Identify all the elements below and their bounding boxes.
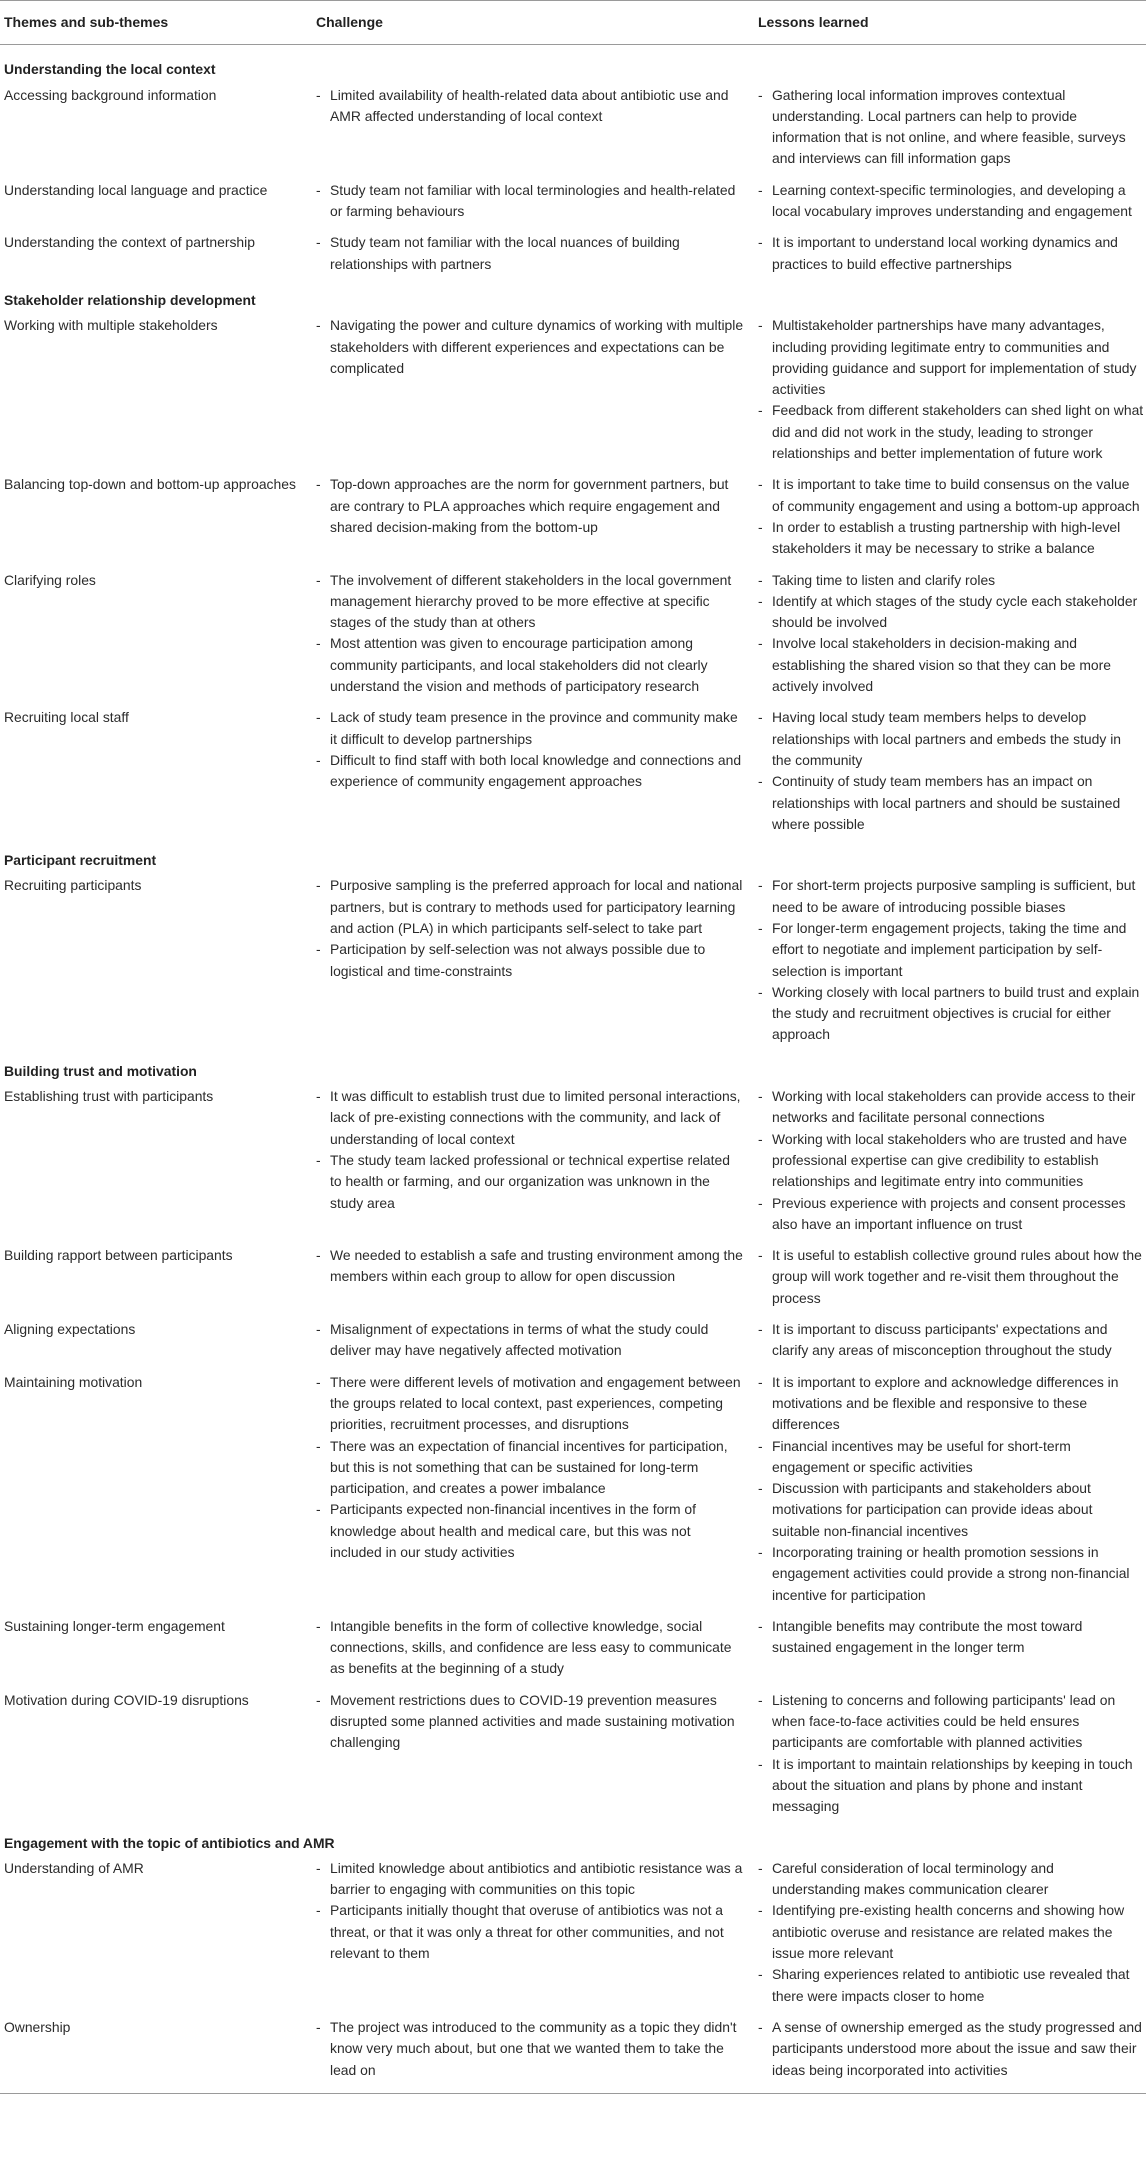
lesson-item-text: For longer-term engagement projects, taking the time and effort to negotiate and implement participation by self-selection is important xyxy=(772,919,1127,979)
lesson-item xyxy=(758,1858,1144,1901)
challenge-item-text: Participation by self-selection was not always possible due to logistical and time-constraints xyxy=(330,941,706,979)
lesson-item xyxy=(758,85,1144,170)
section-heading-row xyxy=(0,841,1146,871)
lesson-item xyxy=(758,1542,1144,1606)
bullet-dash: - xyxy=(316,1088,321,1105)
subtheme-cell: Recruiting participants xyxy=(4,877,142,894)
subtheme-cell: Understanding the context of partnership xyxy=(4,234,255,251)
lesson-item-list xyxy=(758,875,1144,1045)
challenge-item xyxy=(316,1499,744,1563)
lesson-item xyxy=(758,1319,1144,1362)
challenge-item-list xyxy=(316,180,744,223)
challenge-item-list xyxy=(316,315,744,379)
bullet-dash: - xyxy=(758,709,763,726)
lesson-item xyxy=(758,1086,1144,1129)
bullet-dash: - xyxy=(758,635,763,652)
bullet-dash: - xyxy=(758,1437,763,1454)
lesson-item xyxy=(758,1129,1144,1193)
lesson-item xyxy=(758,1616,1144,1659)
lesson-item-list xyxy=(758,707,1144,835)
challenge-item xyxy=(316,1436,744,1500)
lesson-item xyxy=(758,1900,1144,1964)
challenge-item xyxy=(316,1245,744,1288)
table-row xyxy=(0,1368,1146,1612)
challenge-item-text: Navigating the power and culture dynamics of working with multiple stakeholders with different experiences and expectations can be complicated xyxy=(330,317,744,376)
lesson-item xyxy=(758,180,1144,223)
lesson-item-text: For short-term projects purposive sampling is sufficient, but need to be aware of introducing possible biases xyxy=(772,877,1136,915)
lesson-item-text: It is important to explore and acknowledge differences in motivations and be flexible and responsive to these differences xyxy=(772,1373,1119,1433)
bullet-dash: - xyxy=(758,1247,763,1264)
bullet-dash: - xyxy=(758,773,763,790)
bullet-dash: - xyxy=(316,1617,321,1634)
bullet-dash: - xyxy=(316,751,321,768)
challenge-cell xyxy=(316,871,758,1051)
lesson-item-text: Working with local stakeholders can provide access to their networks and facilitate personal connections xyxy=(772,1088,1136,1126)
section-heading-row xyxy=(0,281,1146,311)
bullet-dash: - xyxy=(758,234,763,251)
bullet-dash: - xyxy=(316,1859,321,1876)
bullet-dash: - xyxy=(316,1321,321,1338)
bullet-dash: - xyxy=(316,709,321,726)
lesson-item-text: Having local study team members helps to develop relationships with local partners and embeds the study in the community xyxy=(772,709,1122,768)
challenge-item-text: Limited availability of health-related data about antibiotic use and AMR affected understanding of local context xyxy=(330,86,729,124)
lesson-item xyxy=(758,1193,1144,1236)
lesson-item xyxy=(758,570,1144,591)
section-title: Understanding the local context xyxy=(4,61,216,78)
challenge-item-list xyxy=(316,707,744,792)
bullet-dash: - xyxy=(316,1247,321,1264)
lesson-item xyxy=(758,400,1144,464)
challenge-item-text: Misalignment of expectations in terms of what the study could deliver may have negatively affected motivation xyxy=(330,1321,709,1359)
challenge-item-list xyxy=(316,570,744,698)
challenge-item-text: There were different levels of motivation and engagement between the groups related to local context, past experiences, competing priorities, recruitment processes, and disruptions xyxy=(330,1373,741,1433)
section-title: Building trust and motivation xyxy=(4,1062,197,1079)
subtheme-cell: Balancing top-down and bottom-up approaches xyxy=(4,476,296,493)
table-row xyxy=(0,1315,1146,1368)
section-title: Engagement with the topic of antibiotics and AMR xyxy=(4,1834,335,1851)
lesson-item xyxy=(758,982,1144,1046)
challenge-item-list xyxy=(316,1858,744,1964)
bullet-dash: - xyxy=(758,1544,763,1560)
section-heading-row xyxy=(0,1824,1146,1854)
challenge-item xyxy=(316,85,744,128)
table-row xyxy=(0,1082,1146,1241)
lesson-item xyxy=(758,2017,1144,2081)
challenge-cell xyxy=(316,176,758,229)
table-row xyxy=(0,228,1146,281)
challenge-item xyxy=(316,180,744,223)
table-footer xyxy=(0,2093,1146,2095)
subtheme-cell: Understanding of AMR xyxy=(4,1859,144,1876)
lesson-item xyxy=(758,315,1144,400)
challenge-item-list xyxy=(316,2017,744,2081)
lesson-cell xyxy=(758,1686,1146,1824)
challenge-cell xyxy=(316,228,758,281)
bullet-dash: - xyxy=(758,1321,763,1338)
lesson-item-text: It is important to discuss participants' expectations and clarify any areas of misconception throughout the study xyxy=(772,1321,1112,1359)
challenge-item-list xyxy=(316,1372,744,1564)
challenge-item xyxy=(316,1086,744,1150)
challenge-item xyxy=(316,875,744,939)
challenge-item xyxy=(316,707,744,750)
bullet-dash: - xyxy=(758,1859,763,1876)
bullet-dash: - xyxy=(758,2018,763,2035)
bullet-dash: - xyxy=(758,518,763,535)
header-row xyxy=(0,1,1146,45)
challenge-item-text: Participants expected non-financial incentives in the form of knowledge about health and medical care, but this was not included in our study activities xyxy=(330,1501,696,1560)
lesson-item xyxy=(758,1478,1144,1542)
lesson-item-list xyxy=(758,180,1144,223)
lesson-item-text: It is important to maintain relationships by keeping in touch about the situation and plans by phone and instant messaging xyxy=(772,1755,1133,1815)
challenge-cell xyxy=(316,2013,758,2093)
challenge-item-text: Study team not familiar with local terminologies and health-related or farming behaviours xyxy=(330,181,736,220)
lesson-item xyxy=(758,474,1144,517)
lesson-cell xyxy=(758,176,1146,229)
bullet-dash: - xyxy=(316,1691,321,1708)
challenge-item-text: Intangible benefits in the form of collective knowledge, social connections, skills, and confidence are less easy to communicate as benefits at the beginning of a study xyxy=(330,1617,732,1677)
challenge-item xyxy=(316,1858,744,1901)
table-row xyxy=(0,1686,1146,1824)
lesson-item-text: It is important to take time to build consensus on the value of community engagement and using a bottom-up approach xyxy=(772,476,1140,514)
lesson-item-text: Previous experience with projects and consent processes also have an important influence on trust xyxy=(772,1194,1126,1232)
bullet-dash: - xyxy=(316,1902,321,1919)
lesson-item-text: Continuity of study team members has an impact on relationships with local partners and should be sustained where possible xyxy=(772,773,1121,832)
challenge-cell xyxy=(316,81,758,176)
table-row xyxy=(0,1612,1146,1686)
bullet-dash: - xyxy=(316,2018,321,2035)
lesson-item-text: Involve local stakeholders in decision-making and establishing the shared vision so that they can be more actively involved xyxy=(772,635,1111,695)
challenge-item-text: Lack of study team presence in the province and community make it difficult to develop partnerships xyxy=(330,709,738,747)
lesson-cell xyxy=(758,81,1146,176)
lesson-cell xyxy=(758,311,1146,470)
challenge-item xyxy=(316,1319,744,1362)
lesson-item-list xyxy=(758,1690,1144,1818)
table-row xyxy=(0,470,1146,565)
lesson-item-list xyxy=(758,1319,1144,1362)
challenge-item xyxy=(316,1690,744,1754)
bullet-dash: - xyxy=(758,402,763,419)
lesson-item-list xyxy=(758,232,1144,275)
subtheme-cell: Understanding local language and practice xyxy=(4,181,268,198)
lesson-item-text: A sense of ownership emerged as the study progressed and participants understood more about the issue and saw their ideas being incorporated into activities xyxy=(772,2018,1142,2078)
lesson-item xyxy=(758,1964,1144,2007)
challenge-item-text: Difficult to find staff with both local knowledge and connections and experience of community engagement approaches xyxy=(330,751,742,790)
table-row xyxy=(0,1241,1146,1315)
challenge-cell xyxy=(316,1368,758,1612)
bullet-dash: - xyxy=(758,1130,763,1147)
table-row xyxy=(0,311,1146,470)
header-challenge: Challenge xyxy=(316,14,383,30)
lesson-item-text: Intangible benefits may contribute the most toward sustained engagement in the longer term xyxy=(772,1617,1083,1656)
table-row xyxy=(0,871,1146,1051)
challenge-item-text: Limited knowledge about antibiotics and antibiotic resistance was a barrier to engaging with communities on this topic xyxy=(330,1859,743,1898)
challenge-item-list xyxy=(316,232,744,275)
lesson-cell xyxy=(758,1315,1146,1368)
bullet-dash: - xyxy=(316,1373,321,1390)
bullet-dash: - xyxy=(316,1501,321,1518)
lesson-item-text: Financial incentives may be useful for short-term engagement or specific activities xyxy=(772,1437,1071,1475)
lesson-cell xyxy=(758,470,1146,565)
lesson-item-text: Working closely with local partners to build trust and explain the study and recruitment objectives is crucial for either approach xyxy=(772,983,1140,1043)
bullet-dash: - xyxy=(758,317,763,334)
challenge-item-list xyxy=(316,474,744,538)
lesson-item-text: It is useful to establish collective ground rules about how the group will work together and re-visit them throughout the process xyxy=(772,1247,1142,1306)
lesson-cell xyxy=(758,1612,1146,1686)
bullet-dash: - xyxy=(758,877,763,894)
lesson-cell xyxy=(758,228,1146,281)
lesson-item xyxy=(758,1690,1144,1754)
lesson-cell xyxy=(758,1854,1146,2013)
lesson-item xyxy=(758,918,1144,982)
challenge-cell xyxy=(316,470,758,565)
challenge-item xyxy=(316,2017,744,2081)
challenge-item-list xyxy=(316,1690,744,1754)
lesson-item-text: In order to establish a trusting partnership with high-level stakeholders it may be necessary to strike a balance xyxy=(772,518,1121,557)
lesson-item-text: Discussion with participants and stakeholders about motivations for participation can provide ideas about suitable non-financial incentives xyxy=(772,1480,1093,1539)
section-heading-row xyxy=(0,45,1146,81)
lesson-cell xyxy=(758,871,1146,1051)
lesson-item-text: Listening to concerns and following participants' lead on when face-to-face activities could be held ensures participants are comfortable with planned activities xyxy=(772,1691,1116,1751)
lesson-item xyxy=(758,591,1144,634)
subtheme-cell: Sustaining longer-term engagement xyxy=(4,1617,225,1634)
header-themes: Themes and sub-themes xyxy=(4,14,169,30)
challenge-cell xyxy=(316,1854,758,2013)
subtheme-cell: Ownership xyxy=(4,2018,71,2035)
table-row xyxy=(0,1854,1146,2013)
subtheme-cell: Accessing background information xyxy=(4,86,217,103)
subtheme-cell: Aligning expectations xyxy=(4,1321,136,1338)
bullet-dash: - xyxy=(316,571,321,588)
bullet-dash: - xyxy=(758,983,763,1000)
lesson-item-text: Careful consideration of local terminology and understanding makes communication clearer xyxy=(772,1859,1054,1898)
challenge-item-text: We needed to establish a safe and trusting environment among the members within each group to allow for open discussion xyxy=(330,1247,743,1285)
section-title: Participant recruitment xyxy=(4,852,157,869)
header-lessons: Lessons learned xyxy=(758,14,869,30)
bullet-dash: - xyxy=(758,1902,763,1919)
subtheme-cell: Clarifying roles xyxy=(4,571,96,588)
lesson-item xyxy=(758,771,1144,835)
bullet-dash: - xyxy=(758,919,763,936)
challenge-cell xyxy=(316,1082,758,1241)
lesson-item-list xyxy=(758,2017,1144,2081)
table-row xyxy=(0,703,1146,841)
bullet-dash: - xyxy=(758,476,763,493)
lesson-item-text: It is important to understand local working dynamics and practices to build effective partnerships xyxy=(772,234,1118,272)
section-heading-row xyxy=(0,1052,1146,1082)
bullet-dash: - xyxy=(758,1373,763,1390)
challenge-item-list xyxy=(316,1086,744,1214)
table-row xyxy=(0,176,1146,229)
challenge-item-text: Top-down approaches are the norm for government partners, but are contrary to PLA approaches which require engagement and shared decision-making from the bottom-up xyxy=(330,476,729,535)
bullet-dash: - xyxy=(316,635,321,652)
bullet-dash: - xyxy=(316,317,321,334)
lesson-item-list xyxy=(758,1616,1144,1659)
challenge-item-text: The project was introduced to the community as a topic they didn't know very much about, but one that we wanted them to take the lead on xyxy=(330,2018,737,2078)
lesson-item-text: Learning context-specific terminologies, and developing a local vocabulary improves understanding and engagement xyxy=(772,181,1132,220)
challenge-cell xyxy=(316,1686,758,1824)
subtheme-cell: Working with multiple stakeholders xyxy=(4,317,218,334)
challenge-item xyxy=(316,1372,744,1436)
lesson-item-list xyxy=(758,85,1144,170)
lesson-item xyxy=(758,707,1144,771)
challenge-item-list xyxy=(316,1245,744,1288)
lesson-item-text: Identifying pre-existing health concerns and showing how antibiotic overuse and resistance are related makes the issue more relevant xyxy=(772,1902,1125,1962)
subtheme-cell: Maintaining motivation xyxy=(4,1373,143,1390)
lesson-cell xyxy=(758,1368,1146,1612)
lesson-cell xyxy=(758,1082,1146,1241)
challenge-item-text: The involvement of different stakeholders in the local government management hierarchy proved to be more effective at specific stages of the study than at others xyxy=(330,571,732,631)
challenge-item-list xyxy=(316,1319,744,1362)
bullet-dash: - xyxy=(316,181,321,198)
challenge-item-text: Most attention was given to encourage participation among community participants, and local stakeholders did not clearly understand the vision and methods of participatory research xyxy=(330,635,708,695)
challenge-item-list xyxy=(316,85,744,128)
lesson-item-list xyxy=(758,315,1144,464)
lesson-item-text: Working with local stakeholders who are trusted and have professional expertise can give credibility to establish relationships and legitimate entry into communities xyxy=(772,1130,1127,1190)
lesson-item-text: Incorporating training or health promotion sessions in engagement activities could provide a strong non-financial incentive for participation xyxy=(772,1544,1130,1603)
challenge-item-text: It was difficult to establish trust due to limited personal interactions, lack of pre-existing connections with the community, and lack of understanding of local context xyxy=(330,1088,741,1147)
bullet-dash: - xyxy=(316,234,321,251)
lesson-item-list xyxy=(758,1858,1144,2007)
lesson-item-list xyxy=(758,1245,1144,1309)
lesson-item xyxy=(758,1754,1144,1818)
lesson-cell xyxy=(758,703,1146,841)
challenge-item xyxy=(316,570,744,634)
bullet-dash: - xyxy=(758,1194,763,1211)
challenge-item-text: Participants initially thought that overuse of antibiotics was not a threat, or that it was only a threat for other communities, and not relevant to them xyxy=(330,1902,724,1962)
challenge-item xyxy=(316,633,744,697)
challenge-item xyxy=(316,474,744,538)
challenge-cell xyxy=(316,1241,758,1315)
challenge-item-text: Purposive sampling is the preferred approach for local and national partners, but is contrary to methods used for participatory learning and action (PLA) in which participants self-select to take part xyxy=(330,877,743,936)
lesson-item-list xyxy=(758,474,1144,559)
challenge-cell xyxy=(316,703,758,841)
lesson-cell xyxy=(758,2013,1146,2093)
challenge-item xyxy=(316,750,744,793)
table-row xyxy=(0,566,1146,704)
bullet-dash: - xyxy=(316,1437,321,1454)
table-row xyxy=(0,81,1146,176)
challenge-item xyxy=(316,1616,744,1680)
lesson-item xyxy=(758,633,1144,697)
table-row xyxy=(0,2013,1146,2093)
lesson-cell xyxy=(758,1241,1146,1315)
bullet-dash: - xyxy=(758,1966,763,1983)
challenge-item xyxy=(316,939,744,982)
challenge-item xyxy=(316,315,744,379)
section-title: Stakeholder relationship development xyxy=(4,291,256,308)
bullet-dash: - xyxy=(758,86,763,103)
lesson-item xyxy=(758,875,1144,918)
lesson-item-list xyxy=(758,1086,1144,1235)
lesson-item xyxy=(758,232,1144,275)
table-body xyxy=(0,45,1146,2094)
lesson-item xyxy=(758,1436,1144,1479)
subtheme-cell: Motivation during COVID-19 disruptions xyxy=(4,1691,249,1708)
bottom-rule xyxy=(0,2093,1146,2095)
lesson-item-text: Feedback from different stakeholders can shed light on what did and did not work in the study, leading to stronger relationships and better implementation of future work xyxy=(772,402,1144,462)
challenge-item-text: Study team not familiar with the local nuances of building relationships with partners xyxy=(330,234,680,272)
subtheme-cell: Recruiting local staff xyxy=(4,709,129,726)
challenge-item xyxy=(316,1150,744,1214)
bullet-dash: - xyxy=(758,571,763,588)
subtheme-cell: Establishing trust with participants xyxy=(4,1088,214,1105)
challenge-item-list xyxy=(316,1616,744,1680)
bullet-dash: - xyxy=(316,941,321,958)
challenge-cell xyxy=(316,566,758,704)
challenge-item-text: Movement restrictions dues to COVID-19 prevention measures disrupted some planned activities and made sustaining motivation challenging xyxy=(330,1691,735,1751)
lesson-cell xyxy=(758,566,1146,704)
bullet-dash: - xyxy=(758,1691,763,1708)
challenge-item xyxy=(316,232,744,275)
bullet-dash: - xyxy=(316,476,321,493)
bullet-dash: - xyxy=(758,1088,763,1105)
lesson-item xyxy=(758,1245,1144,1309)
bullet-dash: - xyxy=(758,1755,763,1772)
lesson-item-list xyxy=(758,570,1144,698)
bullet-dash: - xyxy=(316,877,321,894)
lesson-item xyxy=(758,1372,1144,1436)
bullet-dash: - xyxy=(758,1480,763,1497)
lesson-item-list xyxy=(758,1372,1144,1606)
table-header xyxy=(0,1,1146,45)
bullet-dash: - xyxy=(316,86,321,103)
lesson-item-text: Sharing experiences related to antibiotic use revealed that there were impacts closer to home xyxy=(772,1966,1130,2004)
lesson-item-text: Taking time to listen and clarify roles xyxy=(772,571,996,588)
lesson-item-text: Multistakeholder partnerships have many advantages, including providing legitimate entry to communities and providing guidance and support for implementation of study activities xyxy=(772,317,1137,398)
bullet-dash: - xyxy=(316,1151,321,1168)
bullet-dash: - xyxy=(758,181,763,198)
challenge-cell xyxy=(316,1315,758,1368)
bullet-dash: - xyxy=(758,1617,763,1634)
challenge-item-text: The study team lacked professional or technical expertise related to health or farming, and our organization was unknown in the study area xyxy=(330,1151,730,1211)
bullet-dash: - xyxy=(758,592,763,609)
challenge-item xyxy=(316,1900,744,1964)
challenge-cell xyxy=(316,1612,758,1686)
subtheme-cell: Building rapport between participants xyxy=(4,1247,233,1264)
lesson-item xyxy=(758,517,1144,560)
challenge-item-list xyxy=(316,875,744,981)
challenge-item-text: There was an expectation of financial incentives for participation, but this is not something that can be sustained for long-term participation, and creates a power imbalance xyxy=(330,1437,728,1497)
challenge-cell xyxy=(316,311,758,470)
lesson-item-text: Identify at which stages of the study cycle each stakeholder should be involved xyxy=(772,592,1138,631)
lesson-item-text: Gathering local information improves contextual understanding. Local partners can help to provide information that is not online, and where feasible, surveys and interviews can fill information gaps xyxy=(772,86,1126,167)
